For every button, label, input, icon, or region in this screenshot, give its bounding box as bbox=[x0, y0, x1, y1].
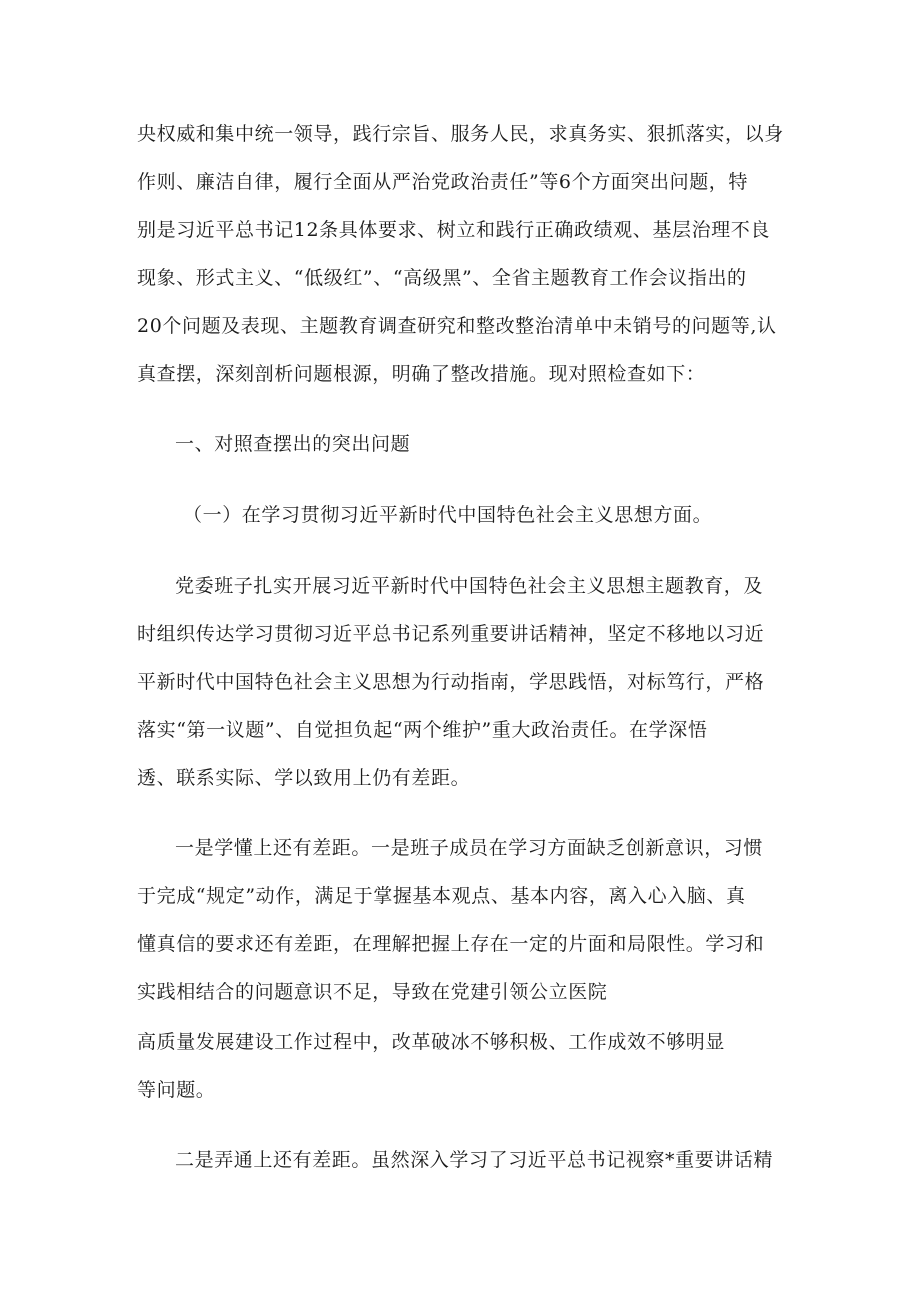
intro-line-1: 央权威和集中统一领导，践行宗旨、服务人民，求真务实、狠抓落实，以身 bbox=[137, 123, 784, 145]
intro-line-4: 现象、形式主义、“低级红”、“高级黑”、全省主题教育工作会议指出的 bbox=[137, 267, 747, 289]
paragraph-3-line-6: 等问题。 bbox=[137, 1079, 216, 1101]
intro-line-2: 作则、廉洁自律，履行全面从严治党政治责任”等6个方面突出问题，特 bbox=[137, 171, 749, 193]
paragraph-2-line-2: 时组织传达学习贯彻习近平总书记系列重要讲话精神，坚定不移地以习近 bbox=[137, 623, 765, 645]
paragraph-2-line-3: 平新时代中国特色社会主义思想为行动指南，学思践悟，对标笃行，严格 bbox=[137, 671, 765, 693]
paragraph-4-line-1: 二是弄通上还有差距。虽然深入学习了习近平总书记视察*重要讲话精 bbox=[175, 1149, 774, 1171]
paragraph-3-line-2: 于完成“规定”动作，满足于掌握基本观点、基本内容，离入心入脑、真 bbox=[137, 885, 746, 907]
paragraph-3-line-1: 一是学懂上还有差距。一是班子成员在学习方面缺乏创新意识，习惯 bbox=[175, 837, 764, 859]
intro-line-5: 20个问题及表现、主题教育调查研究和整改整治清单中未销号的问题等,认 bbox=[137, 315, 777, 337]
paragraph-2-line-5: 透、联系实际、学以致用上仍有差距。 bbox=[137, 767, 471, 789]
subsection-heading: （一）在学习贯彻习近平新时代中国特色社会主义思想方面。 bbox=[183, 504, 713, 526]
intro-line-3: 别是习近平总书记12条具体要求、树立和践行正确政绩观、基层治理不良 bbox=[137, 219, 770, 241]
paragraph-2-line-1: 党委班子扎实开展习近平新时代中国特色社会主义思想主题教育，及 bbox=[175, 575, 764, 597]
intro-line-6: 真查摆，深刻剖析问题根源，明确了整改措施。现对照检查如下： bbox=[137, 363, 706, 385]
section-heading: 一、对照查摆出的突出问题 bbox=[175, 433, 411, 455]
paragraph-2-line-4: 落实“第一议题”、自觉担负起“两个维护”重大政治责任。在学深悟 bbox=[137, 719, 708, 741]
paragraph-3-line-5: 高质量发展建设工作过程中，改革破冰不够积极、工作成效不够明显 bbox=[137, 1031, 726, 1053]
paragraph-3-line-4: 实践相结合的问题意识不足，导致在党建引领公立医院 bbox=[137, 981, 608, 1003]
paragraph-3-line-3: 懂真信的要求还有差距，在理解把握上存在一定的片面和局限性。学习和 bbox=[137, 933, 765, 955]
